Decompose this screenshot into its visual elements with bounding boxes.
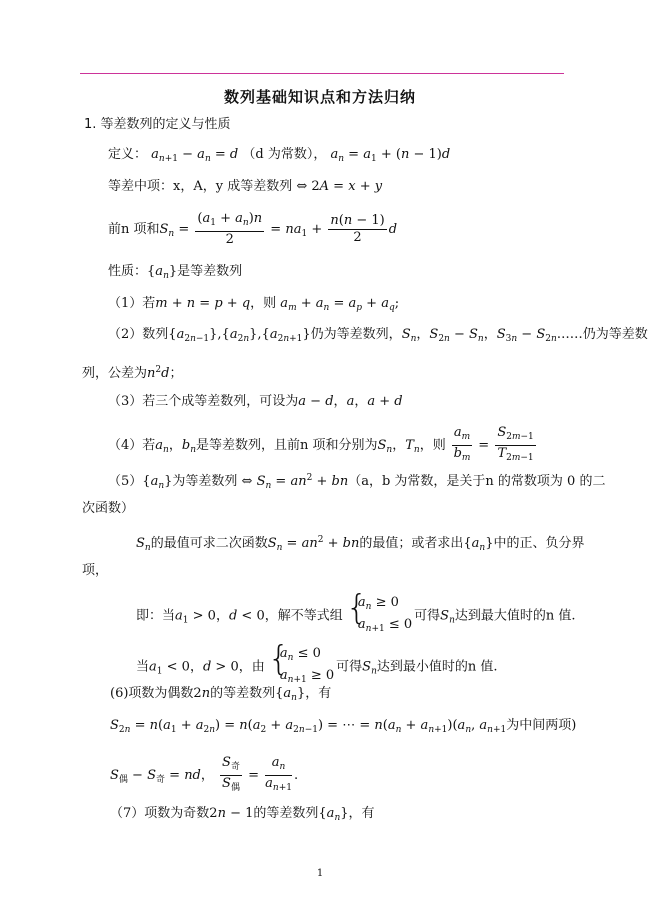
header-rule bbox=[80, 73, 564, 74]
property-4: （4）若$a_n$，$b_n$是等差数列，且前n 项和分别为$S_n$，$T_n$，则 $\frac{a_m}{b_m}$ = $\frac{S_{2m-1}}{T_{2m-1}}$ bbox=[108, 425, 534, 463]
definition-line: 定义： $a_{n+1} - a_n = d$ （d 为常数）， $a_n = a_1 + (n - 1)d$ bbox=[108, 147, 451, 164]
arithmetic-mean-line: 等差中项：x，A，y 成等差数列 ⇔ 2A = x + y bbox=[108, 179, 383, 194]
page-number: 1 bbox=[316, 868, 324, 879]
property-3: （3）若三个成等差数列，可设为a − d，a，a + d bbox=[108, 394, 403, 409]
property-2: （2）数列$\{a_{2n-1}\},\{a_{2n}\},\{a_{2n+1}\}$仍为等差数列，$S_n$，$S_{2n} - S_n$，$S_{3n}$ − $S_{2n}\dots\dots$仍为等差数 bbox=[108, 327, 648, 344]
property-heading: 性质：$\{a_n\}$是等差数列 bbox=[108, 264, 243, 281]
property-6-relations: $S_偶 - S_奇$ = nd， $\frac{S_奇}{S_偶}$ = $\frac{a_n}{a_{n+1}}$ . bbox=[110, 755, 299, 793]
property-6-formula: $S_{2n} = n(a_1 + a_{2n}) = n(a_2 + a_{2n-1})$ = ⋯ = $n(a_n + a_{n+1})(a_n$, $a_{n+1}$为中间两项) bbox=[110, 718, 577, 735]
property-6: (6)项数为偶数2n的等差数列$\{a_n\}$，有 bbox=[110, 686, 332, 703]
property-7: （7）项数为奇数2n − 1的等差数列$\{a_n\}$，有 bbox=[110, 806, 375, 823]
property-5: $(5)\{a_n\}$为等差数列 ⇔ $S_n = an^2 + bn(a$，b 为常数，是关于n 的常数项为 0 的二 bbox=[108, 473, 606, 491]
section-heading: 1. 等差数列的定义与性质 bbox=[84, 117, 231, 132]
sn-extreme-line: $S_n$的最值可求二次函数$S_n = an^2$ + bn的最值；或者求出$\{a_n\}$中的正、负分界 bbox=[136, 535, 585, 553]
property-5-continued: 次函数） bbox=[82, 501, 135, 516]
property-1: （1）若m + n = p + q，则 $a_m + a_n = a_p + a_q$; bbox=[108, 296, 400, 313]
page-title: 数列基础知识点和方法归纳 bbox=[223, 88, 416, 106]
property-2-continued: 列，公差为$n^2d$； bbox=[82, 365, 183, 381]
case-max-line: 即：当$a_1 > 0$，d < 0，解不等式组 { $a_n \ge 0$ $a_{n+1} \le 0$ 可得$S_n$达到最大值时的n 值. bbox=[136, 594, 576, 638]
sn-extreme-continued: 项， bbox=[82, 563, 109, 578]
case-min-line: 当$a_1 < 0$，d > 0，由 { $a_n \le 0$ $a_{n+1} \ge 0$ 可得$S_n$达到最小值时的n 值. bbox=[136, 645, 498, 689]
sum-formula-line: 前n 项和$S_n$ = $\frac{(a_1 + a_n)n}{2}$ = $na_1$ + $\frac{n(n - 1)}{2}$ d bbox=[108, 211, 398, 247]
